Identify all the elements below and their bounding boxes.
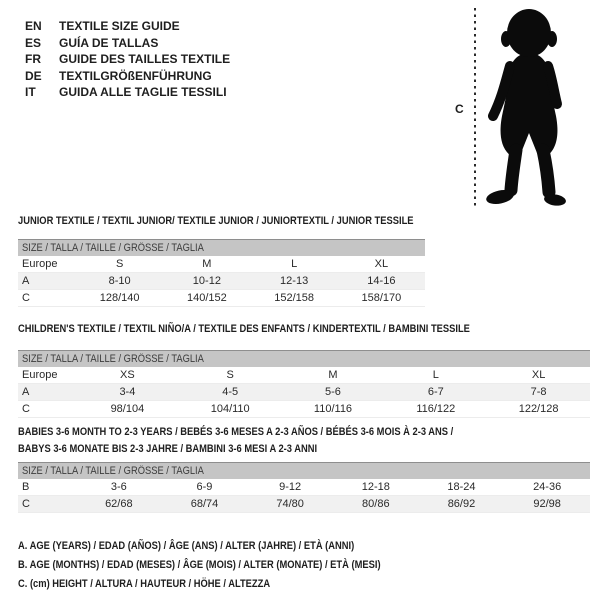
section-title-text: CHILDREN'S TEXTILE / TEXTIL NIÑO/A / TEXTILE DES ENFANTS / KINDERTEXTIL / BAMBINI TESSILE	[18, 323, 470, 335]
legend-line-text: B. AGE (MONTHS) / EDAD (MESES) / ÂGE (MOIS) / ALTER (MONATE) / ETÀ (MESI)	[18, 559, 381, 571]
row-label-cell: B	[18, 479, 76, 496]
language-code: ES	[25, 35, 42, 50]
value-cell: 12-18	[333, 479, 419, 496]
size-header-cell: S	[179, 367, 282, 384]
value-cell: 12-13	[251, 273, 338, 290]
value-cell: 116/122	[384, 401, 487, 418]
value-cell: 68/74	[162, 496, 248, 513]
height-measure-dashed-line	[474, 8, 476, 206]
size-header-cell: M	[282, 367, 385, 384]
region-header-cell: Europe	[18, 367, 76, 384]
row-label-cell: C	[18, 290, 76, 307]
section-title-babies	[18, 424, 530, 458]
size-header-cell: L	[251, 256, 338, 273]
value-cell: 104/110	[179, 401, 282, 418]
value-cell: 8-10	[76, 273, 163, 290]
value-cell: 92/98	[504, 496, 590, 513]
language-code: DE	[25, 68, 42, 83]
section-title-text: BABYS 3-6 MONATE BIS 2-3 JAHRE / BAMBINI 3-6 MESI A 2-3 ANNI	[18, 443, 318, 455]
value-cell: 24-36	[504, 479, 590, 496]
legend-line-text: A. AGE (YEARS) / EDAD (AÑOS) / ÂGE (ANS) / ALTER (JAHRE) / ETÀ (ANNI)	[18, 540, 355, 552]
table-row	[18, 401, 590, 418]
size-header-cell: L	[384, 367, 487, 384]
table-row	[18, 479, 590, 496]
language-header	[25, 18, 230, 101]
table-row	[18, 384, 590, 401]
language-title: GUIDE DES TAILLES TEXTILE	[59, 52, 231, 66]
size-header-cell: XL	[487, 367, 590, 384]
row-label-cell: C	[18, 496, 76, 513]
section-title-text: BABIES 3-6 MONTH TO 2-3 YEARS / BEBÉS 3-6 MESES A 2-3 AÑOS / BÉBÉS 3-6 MOIS À 2-3 ANS /	[18, 426, 454, 438]
section-title-children	[18, 321, 550, 338]
value-cell: 6-9	[162, 479, 248, 496]
value-cell: 14-16	[338, 273, 425, 290]
value-cell: 7-8	[487, 384, 590, 401]
value-cell: 128/140	[76, 290, 163, 307]
language-code: EN	[25, 19, 42, 33]
size-bar	[18, 350, 590, 367]
value-cell: 74/80	[247, 496, 333, 513]
size-header-cell: S	[76, 256, 163, 273]
table-header-row	[18, 367, 590, 384]
value-cell: 18-24	[419, 479, 505, 496]
section-title-junior	[18, 213, 483, 230]
language-title: TEXTILGRÖßENFÜHRUNG	[59, 68, 212, 83]
value-cell: 4-5	[179, 384, 282, 401]
value-cell: 98/104	[76, 401, 179, 418]
value-cell: 3-6	[76, 479, 162, 496]
size-bar-text: SIZE / TALLA / TAILLE / GRÖSSE / TAGLIA	[22, 465, 204, 477]
legend-line	[18, 556, 445, 575]
measurement-legend	[18, 537, 445, 594]
language-row	[25, 18, 230, 35]
language-title: GUIDA ALLE TAGLIE TESSILI	[59, 85, 227, 99]
size-bar	[18, 462, 590, 479]
baby-silhouette-icon	[478, 8, 580, 208]
value-cell: 62/68	[76, 496, 162, 513]
language-row	[25, 68, 230, 85]
value-cell: 110/116	[282, 401, 385, 418]
value-cell: 158/170	[338, 290, 425, 307]
language-title: TEXTILE SIZE GUIDE	[59, 19, 180, 33]
junior-size-table	[18, 239, 425, 307]
size-bar-text: SIZE / TALLA / TAILLE / GRÖSSE / TAGLIA	[22, 242, 204, 254]
row-label-cell: A	[18, 273, 76, 290]
babies-size-table	[18, 462, 590, 513]
value-cell: 3-4	[76, 384, 179, 401]
language-row	[25, 51, 230, 68]
language-code: IT	[25, 85, 36, 99]
size-bar-text: SIZE / TALLA / TAILLE / GRÖSSE / TAGLIA	[22, 353, 204, 365]
legend-line-text: C. (cm) HEIGHT / ALTURA / HAUTEUR / HÖHE / ALTEZZA	[18, 578, 271, 590]
size-bar	[18, 239, 425, 256]
value-cell: 10-12	[163, 273, 250, 290]
value-cell: 86/92	[419, 496, 505, 513]
junior-table	[18, 256, 425, 307]
legend-line	[18, 537, 445, 556]
section-title-text: JUNIOR TEXTILE / TEXTIL JUNIOR/ TEXTILE JUNIOR / JUNIORTEXTIL / JUNIOR TESSILE	[18, 215, 414, 227]
value-cell: 6-7	[384, 384, 487, 401]
language-row	[25, 35, 230, 52]
table-header-row	[18, 256, 425, 273]
height-measure-label: C	[455, 102, 464, 116]
region-header-cell: Europe	[18, 256, 76, 273]
value-cell: 152/158	[251, 290, 338, 307]
size-header-cell: XL	[338, 256, 425, 273]
row-label-cell: A	[18, 384, 76, 401]
legend-line	[18, 575, 445, 594]
children-table	[18, 367, 590, 418]
language-code: FR	[25, 52, 41, 66]
table-row	[18, 290, 425, 307]
table-row	[18, 273, 425, 290]
children-size-table	[18, 350, 590, 418]
language-title: GUÍA DE TALLAS	[59, 35, 159, 50]
value-cell: 5-6	[282, 384, 385, 401]
value-cell: 80/86	[333, 496, 419, 513]
size-header-cell: XS	[76, 367, 179, 384]
row-label-cell: C	[18, 401, 76, 418]
value-cell: 140/152	[163, 290, 250, 307]
language-row	[25, 84, 230, 101]
value-cell: 122/128	[487, 401, 590, 418]
table-row	[18, 496, 590, 513]
babies-table	[18, 479, 590, 513]
size-header-cell: M	[163, 256, 250, 273]
value-cell: 9-12	[247, 479, 333, 496]
